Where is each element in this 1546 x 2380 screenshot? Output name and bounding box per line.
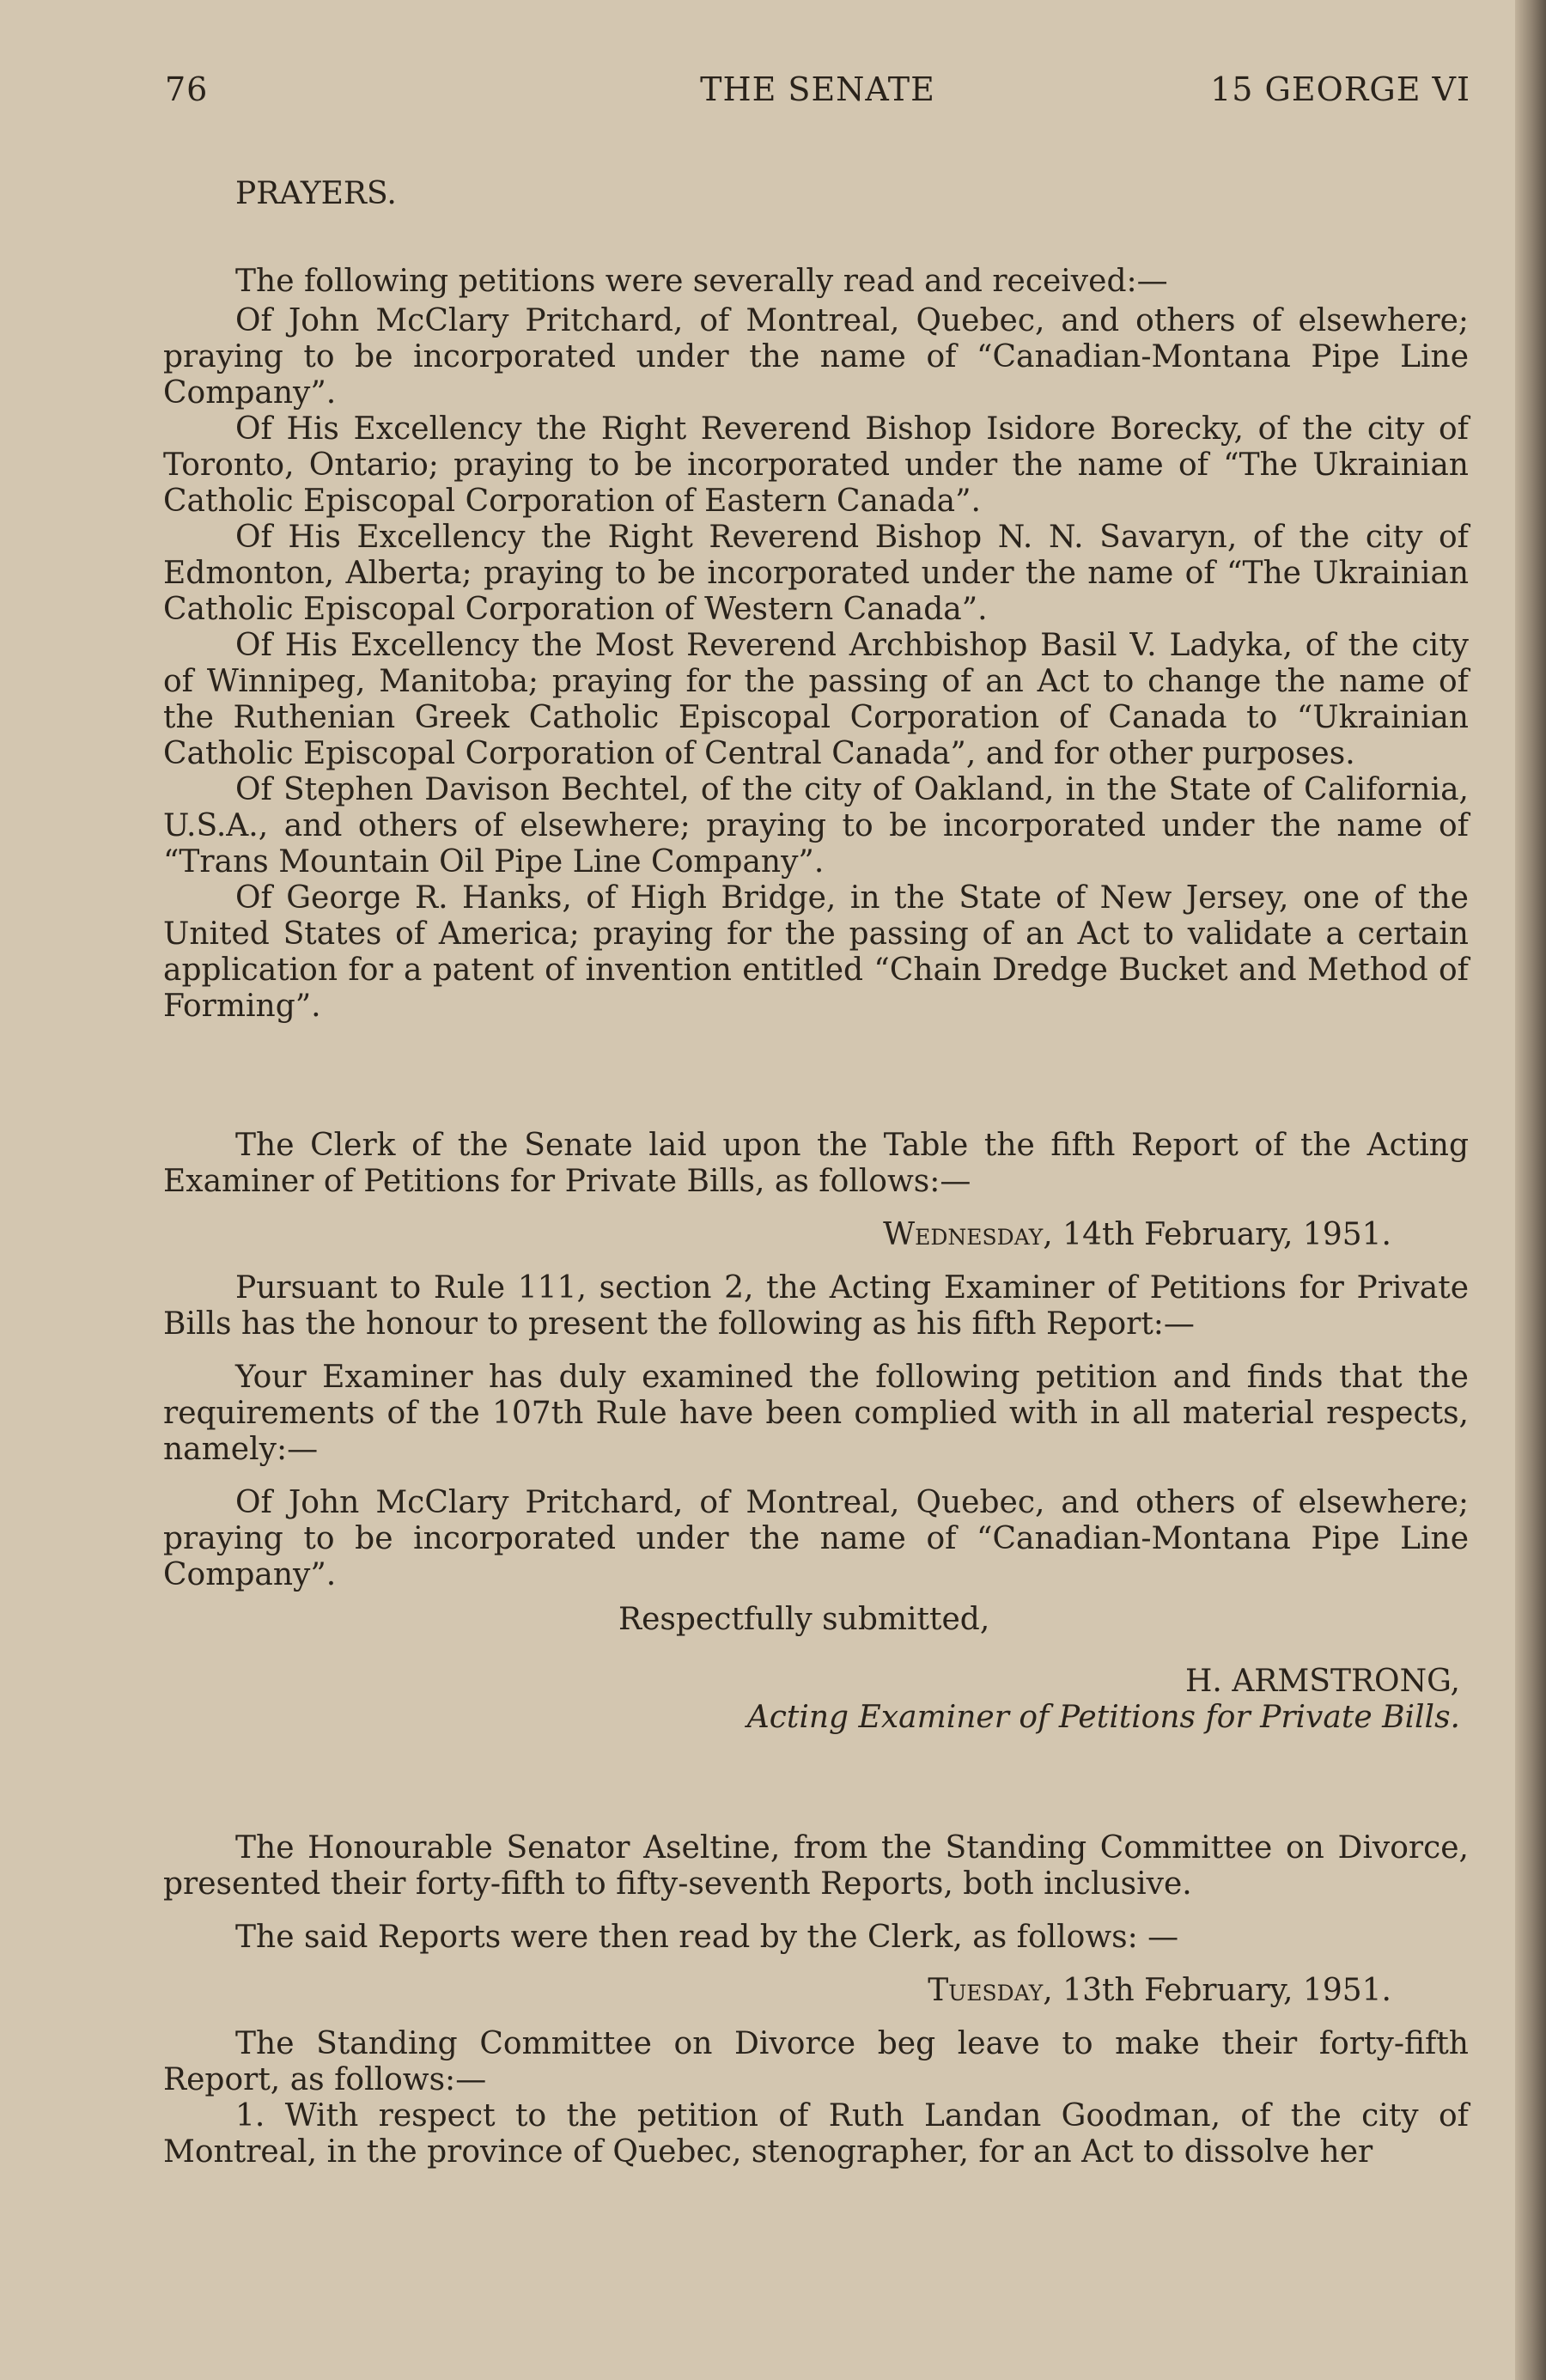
report-date	[163, 1217, 1469, 1253]
committee-intro: The Standing Committee on Divorce beg leave to make their forty-fifth Report, as follows:—	[163, 2026, 1469, 2097]
petition-ladyka: Of His Excellency the Most Reverend Archbishop Basil V. Ladyka, of the city of Winnipeg, Manitoba; praying for the passing of an Act to change the name of the Ruthenian Greek Catholic Episcopal Corporation of Canada to “Ukrainian Catholic Episcopal Corporation of Central Canada”, and for other purposes.	[163, 628, 1469, 771]
petitions-intro: The following petitions were severally read and received:—	[235, 264, 1168, 299]
report-date-day: Wednesday,	[883, 1217, 1053, 1252]
petition-borecky: Of His Excellency the Right Reverend Bishop Isidore Borecky, of the city of Toronto, Ontario; praying to be incorporated under the name of “The Ukrainian Catholic Episcopal Corporation of Eastern Canada”.	[163, 411, 1469, 519]
running-header	[165, 70, 1470, 113]
section-gap	[163, 1025, 1469, 1128]
signature-title: Acting Examiner of Petitions for Private Bills.	[746, 1700, 1460, 1735]
divorce-report-date	[163, 1973, 1469, 2009]
prayers-heading: PRAYERS.	[235, 176, 397, 211]
petition-savaryn: Of His Excellency the Right Reverend Bishop N. N. Savaryn, of the city of Edmonton, Alberta; praying to be incorporated under the name of “The Ukrainian Catholic Episcopal Corporation of Western Canada”.	[163, 520, 1469, 627]
header-regnal-year: 15 GEORGE VI	[1210, 70, 1470, 108]
divorce-date-rest: 13th February, 1951.	[1052, 1973, 1391, 2008]
petition-repeat: Of John McClary Pritchard, of Montreal, Quebec, and others of elsewhere; praying to be incorporated under the name of “Canadian-Montana Pipe Line Company”.	[163, 1485, 1469, 1592]
clerk-report-paragraph: The Clerk of the Senate laid upon the Table the fifth Report of the Acting Examiner of Petitions for Private Bills, as follows:—	[163, 1128, 1469, 1199]
signature-name: H. ARMSTRONG,	[1185, 1664, 1460, 1699]
petition-pritchard: Of John McClary Pritchard, of Montreal, Quebec, and others of elsewhere; praying to be incorporated under the name of “Canadian-Montana Pipe Line Company”.	[163, 303, 1469, 411]
report-date-rest: 14th February, 1951.	[1052, 1217, 1391, 1252]
petition-bechtel: Of Stephen Davison Bechtel, of the city of Oakland, in the State of California, U.S.A., and others of elsewhere; praying to be incorporated under the name of “Trans Mountain Oil Pipe Line Company”.	[163, 772, 1469, 880]
page-number: 76	[165, 70, 209, 108]
page-body	[163, 176, 1469, 2170]
page-edge-shadow	[1515, 0, 1546, 2380]
divorce-item-1: 1. With respect to the petition of Ruth Landan Goodman, of the city of Montreal, in the province of Quebec, stenographer, for an Act to dissolve her	[163, 2098, 1469, 2170]
divorce-date-day: Tuesday,	[928, 1973, 1053, 2008]
petition-hanks: Of George R. Hanks, of High Bridge, in the State of New Jersey, one of the United States of America; praying for the passing of an Act to validate a certain application for a patent of invention entitled “Chain Dredge Bucket and Method of Forming”.	[163, 880, 1469, 1024]
examiner-paragraph: Your Examiner has duly examined the following petition and finds that the requirements of the 107th Rule have been complied with in all material respects, namely:—	[163, 1360, 1469, 1467]
respectfully-submitted: Respectfully submitted,	[618, 1602, 990, 1637]
section-gap	[163, 1736, 1469, 1830]
pursuant-paragraph: Pursuant to Rule 111, section 2, the Acting Examiner of Petitions for Private Bills has the honour to present the following as his fifth Report:—	[163, 1270, 1469, 1342]
reports-read: The said Reports were then read by the Clerk, as follows: —	[235, 1920, 1179, 1955]
aseltine-paragraph: The Honourable Senator Aseltine, from the Standing Committee on Divorce, presented their forty-fifth to fifty-seventh Reports, both inclusive.	[163, 1830, 1469, 1902]
header-title: THE SENATE	[700, 70, 935, 108]
